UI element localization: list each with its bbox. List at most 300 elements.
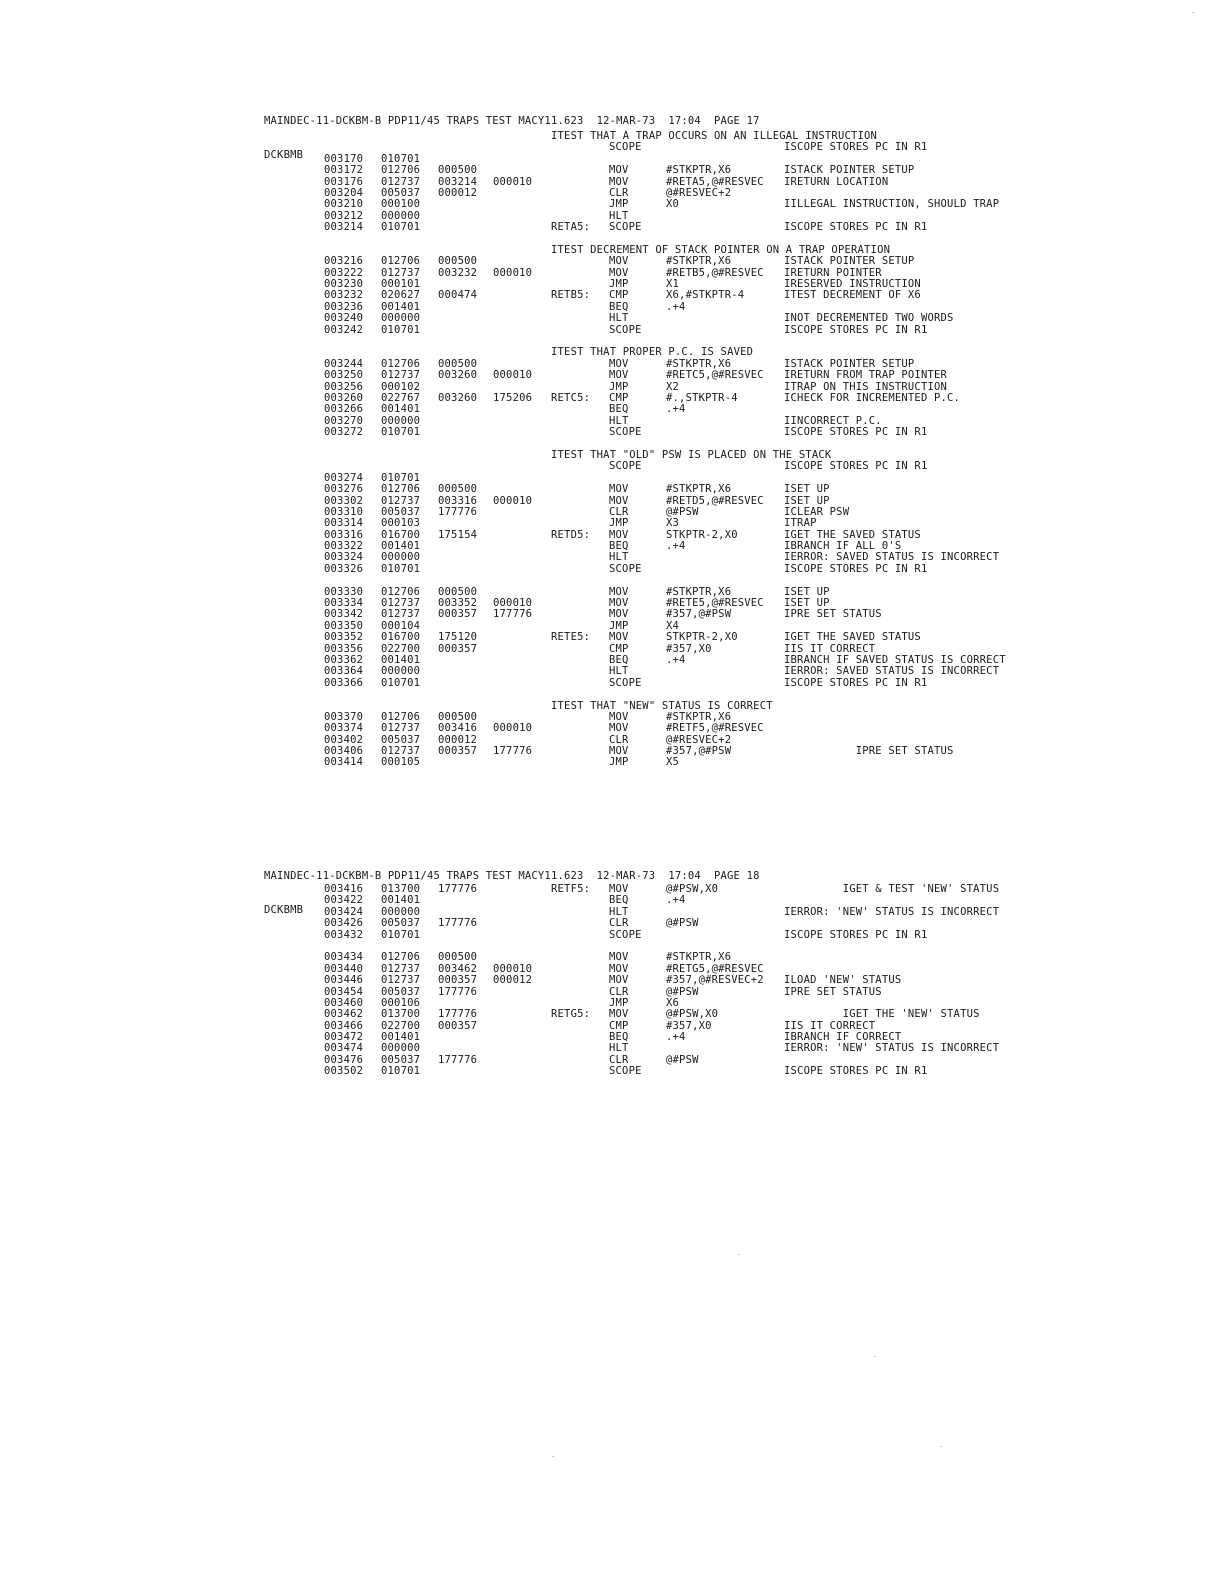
word2-cell: 177776 [438, 505, 478, 518]
opcode-cell: SCOPE [609, 676, 642, 689]
opcode-cell: JMP [609, 198, 629, 211]
operand-cell: STKPTR-2,X0 [666, 631, 738, 644]
word3-cell: 000010 [493, 494, 533, 507]
operand-cell: #357,@#PSW [666, 608, 732, 621]
label-cell: RETF5: [551, 883, 591, 895]
word1-cell: 012737 [381, 722, 421, 735]
operand-cell: STKPTR-2,X0 [666, 528, 738, 541]
address-cell: 003414 [324, 756, 364, 769]
word1-cell: 012706 [381, 710, 421, 723]
comment-cell: ISCOPE STORES PC IN R1 [784, 221, 928, 234]
opcode-cell: CLR [609, 505, 629, 518]
word1-cell: 013700 [381, 883, 421, 895]
opcode-cell: MOV [609, 962, 629, 975]
operand-cell: #357,X0 [666, 1019, 712, 1032]
section-comment-text: ITEST THAT "OLD" PSW IS PLACED ON THE STACK [551, 448, 832, 461]
word2-cell: 003462 [438, 962, 478, 975]
word2-cell: 003316 [438, 494, 478, 507]
label-cell: RETD5: [551, 528, 591, 541]
address-cell: 003350 [324, 619, 364, 632]
address-cell: 003212 [324, 209, 364, 222]
section-comment-text: ITEST THAT A TRAP OCCURS ON AN ILLEGAL INSTRUCTION [551, 130, 878, 142]
word2-cell: 003214 [438, 175, 478, 188]
address-cell: 003342 [324, 608, 364, 621]
address-cell: 003446 [324, 974, 364, 987]
address-cell: 003276 [324, 483, 364, 496]
address-cell: 003424 [324, 905, 364, 918]
word1-cell: 000000 [381, 209, 421, 222]
opcode-cell: BEQ [609, 540, 629, 553]
word1-cell: 000000 [381, 414, 421, 427]
comment-cell: ITRAP ON THIS INSTRUCTION [784, 380, 948, 393]
listing-line [0, 632, 1224, 643]
word2-cell: 000357 [438, 745, 478, 758]
word1-cell: 005037 [381, 1053, 421, 1066]
opcode-cell: SCOPE [609, 323, 642, 336]
word1-cell: 010701 [381, 1065, 421, 1078]
operand-cell: X3 [666, 517, 680, 530]
word1-cell: 005037 [381, 186, 421, 199]
listing-line [0, 1009, 1224, 1020]
opcode-cell: CLR [609, 1053, 629, 1066]
listing-line [0, 313, 1224, 324]
comment-cell: ICHECK FOR INCREMENTED P.C. [784, 391, 961, 404]
operand-cell: @#PSW [666, 1053, 699, 1066]
listing-line [0, 325, 1224, 336]
word1-cell: 005037 [381, 917, 421, 930]
word2-cell: 000500 [438, 164, 478, 177]
address-cell: 003474 [324, 1042, 364, 1055]
word3-cell: 000010 [493, 722, 533, 735]
comment-cell: ISCOPE STORES PC IN R1 [784, 426, 928, 439]
address-cell: 003432 [324, 928, 364, 941]
word2-cell: 175154 [438, 528, 478, 541]
opcode-cell: SCOPE [609, 460, 642, 473]
operand-cell: #STKPTR,X6 [666, 164, 732, 177]
address-cell: 003322 [324, 540, 364, 553]
blank-line [0, 575, 1224, 586]
comment-cell: INOT DECREMENTED TWO WORDS [784, 312, 954, 325]
opcode-cell: SCOPE [609, 221, 642, 234]
opcode-cell: CLR [609, 917, 629, 930]
address-cell: 003476 [324, 1053, 364, 1066]
scan-speck [874, 1356, 876, 1357]
operand-cell: #357,X0 [666, 642, 712, 655]
word1-cell: 012706 [381, 357, 421, 370]
opcode-cell: MOV [609, 883, 629, 895]
comment-cell: IGET THE 'NEW' STATUS [784, 1008, 980, 1021]
scan-speck [552, 1456, 554, 1457]
operand-cell: @#PSW [666, 917, 699, 930]
word1-cell: 001401 [381, 300, 421, 313]
operand-cell: #.,STKPTR-4 [666, 391, 738, 404]
listing-line [0, 757, 1224, 768]
word2-cell: 177776 [438, 1053, 478, 1066]
word1-cell: 012737 [381, 266, 421, 279]
address-cell: 003274 [324, 471, 364, 484]
word1-cell: 005037 [381, 505, 421, 518]
address-cell: 003364 [324, 665, 364, 678]
word1-cell: 012737 [381, 974, 421, 987]
word2-cell: 000500 [438, 585, 478, 598]
operand-cell: #STKPTR,X6 [666, 585, 732, 598]
opcode-cell: MOV [609, 585, 629, 598]
address-cell: 003502 [324, 1065, 364, 1078]
word3-cell: 000010 [493, 266, 533, 279]
address-cell: 003172 [324, 164, 364, 177]
opcode-cell: CMP [609, 642, 629, 655]
address-cell: 003310 [324, 505, 364, 518]
label-cell: RETA5: [551, 221, 591, 234]
address-cell: 003370 [324, 710, 364, 723]
word1-cell: 000104 [381, 619, 421, 632]
operand-cell: .+4 [666, 894, 686, 907]
address-cell: 003250 [324, 369, 364, 382]
opcode-cell: MOV [609, 494, 629, 507]
operand-cell: #RETA5,@#RESVEC [666, 175, 764, 188]
scan-speck [738, 1254, 740, 1255]
address-cell: 003426 [324, 917, 364, 930]
word1-cell: 016700 [381, 631, 421, 644]
opcode-cell: SCOPE [609, 928, 642, 941]
word3-cell: 177776 [493, 608, 533, 621]
operand-cell: #RETE5,@#RESVEC [666, 597, 764, 610]
opcode-cell: BEQ [609, 300, 629, 313]
opcode-cell: MOV [609, 710, 629, 723]
listing-line [0, 918, 1224, 929]
comment-cell: ISTACK POINTER SETUP [784, 164, 915, 177]
address-cell: 003330 [324, 585, 364, 598]
listing-line [0, 930, 1224, 941]
comment-cell: ISCOPE STORES PC IN R1 [784, 141, 928, 154]
comment-cell: ISTACK POINTER SETUP [784, 255, 915, 268]
comment-cell: IRETURN POINTER [784, 266, 882, 279]
word2-cell: 000012 [438, 186, 478, 199]
opcode-cell: MOV [609, 597, 629, 610]
comment-cell: ISCOPE STORES PC IN R1 [784, 676, 928, 689]
word1-cell: 012737 [381, 597, 421, 610]
opcode-cell: BEQ [609, 1031, 629, 1044]
operand-cell: X4 [666, 619, 680, 632]
page-17-listing [0, 131, 1224, 769]
opcode-cell: SCOPE [609, 141, 642, 154]
address-cell: 003302 [324, 494, 364, 507]
word1-cell: 022700 [381, 1019, 421, 1032]
address-cell: 003204 [324, 186, 364, 199]
operand-cell: .+4 [666, 300, 686, 313]
opcode-cell: MOV [609, 357, 629, 370]
address-cell: 003214 [324, 221, 364, 234]
page-18-listing [0, 884, 1224, 1078]
opcode-cell: MOV [609, 722, 629, 735]
word1-cell: 001401 [381, 894, 421, 907]
opcode-cell: JMP [609, 619, 629, 632]
opcode-cell: MOV [609, 528, 629, 541]
comment-cell: ISET UP [784, 597, 830, 610]
section-comment-text: ITEST THAT "NEW" STATUS IS CORRECT [551, 699, 773, 712]
word1-cell: 000100 [381, 198, 421, 211]
address-cell: 003222 [324, 266, 364, 279]
label-cell: RETC5: [551, 391, 591, 404]
section-comment-text: ITEST DECREMENT OF STACK POINTER ON A TRAP OPERATION [551, 243, 891, 256]
opcode-cell: MOV [609, 266, 629, 279]
word1-cell: 005037 [381, 733, 421, 746]
operand-cell: @#PSW [666, 505, 699, 518]
comment-cell: IPRE SET STATUS [784, 608, 882, 621]
operand-cell: .+4 [666, 540, 686, 553]
operand-cell: #STKPTR,X6 [666, 710, 732, 723]
word2-cell: 000474 [438, 289, 478, 302]
word1-cell: 005037 [381, 985, 421, 998]
comment-cell: IGET THE SAVED STATUS [784, 631, 921, 644]
word1-cell: 012737 [381, 745, 421, 758]
word1-cell: 012706 [381, 585, 421, 598]
comment-cell: IERROR: 'NEW' STATUS IS INCORRECT [784, 1042, 1000, 1055]
address-cell: 003422 [324, 894, 364, 907]
address-cell: 003402 [324, 733, 364, 746]
word2-cell: 000357 [438, 642, 478, 655]
comment-cell: IBRANCH IF SAVED STATUS IS CORRECT [784, 653, 1006, 666]
opcode-cell: MOV [609, 631, 629, 644]
listing-line [0, 370, 1224, 381]
blank-line [0, 689, 1224, 700]
comment-cell: ISCOPE STORES PC IN R1 [784, 1065, 928, 1078]
opcode-cell: JMP [609, 756, 629, 769]
word3-cell: 177776 [493, 745, 533, 758]
word1-cell: 010701 [381, 323, 421, 336]
word3-cell: 175206 [493, 391, 533, 404]
operand-cell: X1 [666, 278, 680, 291]
opcode-cell: CLR [609, 733, 629, 746]
listing-line [0, 427, 1224, 438]
word2-cell: 000357 [438, 1019, 478, 1032]
word1-cell: 022700 [381, 642, 421, 655]
operand-cell: #RETC5,@#RESVEC [666, 369, 764, 382]
operand-cell: #STKPTR,X6 [666, 951, 732, 964]
opcode-cell: SCOPE [609, 1065, 642, 1078]
section-comment-text: ITEST THAT PROPER P.C. IS SAVED [551, 346, 754, 359]
operand-cell: #RETB5,@#RESVEC [666, 266, 764, 279]
address-cell: 003256 [324, 380, 364, 393]
word1-cell: 010701 [381, 426, 421, 439]
comment-cell: ITRAP [784, 517, 817, 530]
comment-cell: ISET UP [784, 483, 830, 496]
address-cell: 003314 [324, 517, 364, 530]
address-cell: 003170 [324, 152, 364, 165]
word1-cell: 012706 [381, 483, 421, 496]
word1-cell: 000105 [381, 756, 421, 769]
address-cell: 003460 [324, 996, 364, 1009]
opcode-cell: HLT [609, 209, 629, 222]
opcode-cell: MOV [609, 745, 629, 758]
opcode-cell: CLR [609, 186, 629, 199]
operand-cell: @#PSW [666, 985, 699, 998]
listing-line [0, 142, 1224, 153]
page-17-header-title: MAINDEC-11-DCKBM-B PDP11/45 TRAPS TEST MACY11.623 12-MAR-73 17:04 PAGE 17 [264, 114, 760, 127]
comment-cell: ICLEAR PSW [784, 505, 850, 518]
opcode-cell: JMP [609, 517, 629, 530]
word1-cell: 012737 [381, 962, 421, 975]
operand-cell: #STKPTR,X6 [666, 357, 732, 370]
operand-cell: #STKPTR,X6 [666, 483, 732, 496]
word2-cell: 000012 [438, 733, 478, 746]
comment-cell: IPRE SET STATUS [784, 985, 882, 998]
operand-cell: @#PSW,X0 [666, 883, 719, 895]
operand-cell: X6,#STKPTR-4 [666, 289, 745, 302]
word1-cell: 010701 [381, 471, 421, 484]
address-cell: 003352 [324, 631, 364, 644]
word1-cell: 000000 [381, 665, 421, 678]
listing-line [0, 222, 1224, 233]
opcode-cell: MOV [609, 164, 629, 177]
comment-cell: IGET THE SAVED STATUS [784, 528, 921, 541]
word3-cell: 000012 [493, 974, 533, 987]
opcode-cell: MOV [609, 1008, 629, 1021]
page-17-header-file: DCKBMB [264, 149, 304, 162]
address-cell: 003374 [324, 722, 364, 735]
word1-cell: 000103 [381, 517, 421, 530]
opcode-cell: MOV [609, 175, 629, 188]
word2-cell: 000500 [438, 357, 478, 370]
label-cell: RETE5: [551, 631, 591, 644]
address-cell: 003260 [324, 391, 364, 404]
operand-cell: @#RESVEC+2 [666, 186, 732, 199]
word1-cell: 022767 [381, 391, 421, 404]
operand-cell: @#RESVEC+2 [666, 733, 732, 746]
operand-cell: X6 [666, 996, 680, 1009]
address-cell: 003216 [324, 255, 364, 268]
address-cell: 003334 [324, 597, 364, 610]
word1-cell: 000106 [381, 996, 421, 1009]
word1-cell: 001401 [381, 1031, 421, 1044]
scan-speck [1192, 12, 1194, 13]
word1-cell: 016700 [381, 528, 421, 541]
address-cell: 003270 [324, 414, 364, 427]
word2-cell: 177776 [438, 883, 478, 895]
word2-cell: 177776 [438, 985, 478, 998]
operand-cell: X0 [666, 198, 680, 211]
word1-cell: 010701 [381, 562, 421, 575]
comment-cell: IIS IT CORRECT [784, 642, 876, 655]
listing-line [0, 975, 1224, 986]
comment-cell: IGET & TEST 'NEW' STATUS [784, 883, 1000, 895]
word2-cell: 000357 [438, 974, 478, 987]
address-cell: 003362 [324, 653, 364, 666]
word1-cell: 001401 [381, 653, 421, 666]
address-cell: 003266 [324, 403, 364, 416]
comment-cell: ISCOPE STORES PC IN R1 [784, 562, 928, 575]
operand-cell: X2 [666, 380, 680, 393]
opcode-cell: JMP [609, 380, 629, 393]
word1-cell: 000101 [381, 278, 421, 291]
word1-cell: 010701 [381, 928, 421, 941]
opcode-cell: CMP [609, 1019, 629, 1032]
address-cell: 003176 [324, 175, 364, 188]
comment-cell: IERROR: 'NEW' STATUS IS INCORRECT [784, 905, 1000, 918]
comment-cell: ILOAD 'NEW' STATUS [784, 974, 902, 987]
opcode-cell: SCOPE [609, 562, 642, 575]
opcode-cell: HLT [609, 312, 629, 325]
address-cell: 003236 [324, 300, 364, 313]
opcode-cell: MOV [609, 974, 629, 987]
opcode-cell: BEQ [609, 403, 629, 416]
comment-cell: IRETURN FROM TRAP POINTER [784, 369, 948, 382]
comment-cell: ISCOPE STORES PC IN R1 [784, 323, 928, 336]
word1-cell: 001401 [381, 403, 421, 416]
word1-cell: 012737 [381, 369, 421, 382]
word2-cell: 003232 [438, 266, 478, 279]
opcode-cell: MOV [609, 483, 629, 496]
scan-speck [940, 1446, 942, 1447]
operand-cell: @#PSW,X0 [666, 1008, 719, 1021]
word2-cell: 003352 [438, 597, 478, 610]
comment-cell: IILLEGAL INSTRUCTION, SHOULD TRAP [784, 198, 1000, 211]
opcode-cell: MOV [609, 255, 629, 268]
address-cell: 003356 [324, 642, 364, 655]
word1-cell: 000000 [381, 1042, 421, 1055]
operand-cell: #357,@#RESVEC+2 [666, 974, 764, 987]
word1-cell: 000000 [381, 905, 421, 918]
word1-cell: 010701 [381, 221, 421, 234]
label-cell: RETB5: [551, 289, 591, 302]
opcode-cell: MOV [609, 369, 629, 382]
address-cell: 003316 [324, 528, 364, 541]
address-cell: 003416 [324, 883, 364, 895]
opcode-cell: JMP [609, 996, 629, 1009]
word1-cell: 010701 [381, 152, 421, 165]
opcode-cell: HLT [609, 665, 629, 678]
operand-cell: .+4 [666, 1031, 686, 1044]
listing-line [0, 461, 1224, 472]
word1-cell: 020627 [381, 289, 421, 302]
word2-cell: 177776 [438, 1008, 478, 1021]
word1-cell: 000000 [381, 551, 421, 564]
word2-cell: 177776 [438, 917, 478, 930]
listing-line [0, 256, 1224, 267]
opcode-cell: CMP [609, 289, 629, 302]
opcode-cell: HLT [609, 551, 629, 564]
label-cell: RETG5: [551, 1008, 591, 1021]
address-cell: 003326 [324, 562, 364, 575]
comment-cell: IRESERVED INSTRUCTION [784, 278, 921, 291]
listing-line [0, 165, 1224, 176]
address-cell: 003230 [324, 278, 364, 291]
listing-line [0, 518, 1224, 529]
word3-cell: 000010 [493, 175, 533, 188]
word2-cell: 003260 [438, 391, 478, 404]
listing-line [0, 564, 1224, 575]
comment-cell: ISET UP [784, 585, 830, 598]
word1-cell: 012706 [381, 164, 421, 177]
comment-cell: IERROR: SAVED STATUS IS INCORRECT [784, 665, 1000, 678]
address-cell: 003366 [324, 676, 364, 689]
address-cell: 003434 [324, 951, 364, 964]
opcode-cell: HLT [609, 414, 629, 427]
word2-cell: 003416 [438, 722, 478, 735]
word3-cell: 000010 [493, 597, 533, 610]
address-cell: 003232 [324, 289, 364, 302]
word1-cell: 010701 [381, 676, 421, 689]
address-cell: 003242 [324, 323, 364, 336]
word1-cell: 013700 [381, 1008, 421, 1021]
operand-cell: .+4 [666, 653, 686, 666]
word1-cell: 012706 [381, 255, 421, 268]
listing-line [0, 1066, 1224, 1077]
address-cell: 003272 [324, 426, 364, 439]
comment-cell: ISCOPE STORES PC IN R1 [784, 928, 928, 941]
word2-cell: 000500 [438, 710, 478, 723]
comment-cell: IBRANCH IF CORRECT [784, 1031, 902, 1044]
